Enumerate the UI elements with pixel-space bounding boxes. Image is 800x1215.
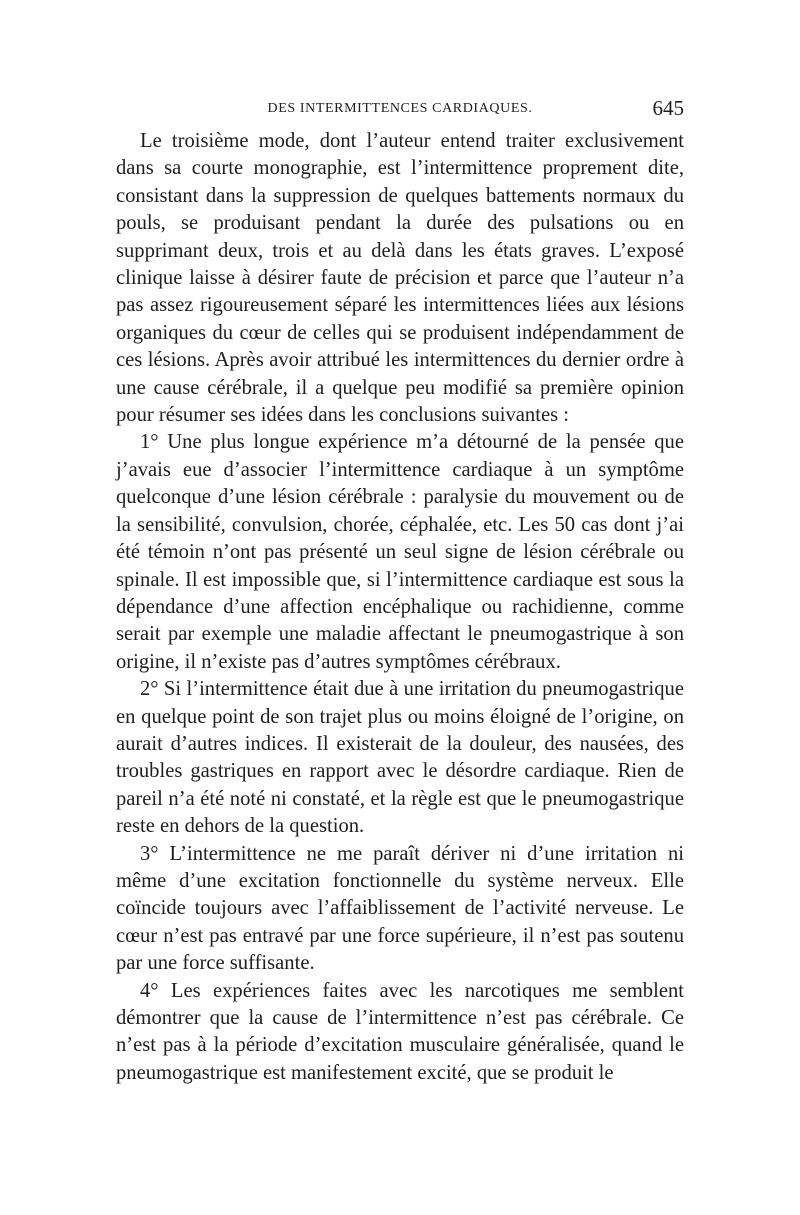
paragraph-conclusion-1: 1° Une plus longue expérience m’a détourné de la pensée que j’avais eue d’associer l’intermittence cardiaque à un symptôme quelconque d’une lésion cérébrale : paralysie du mouvement ou de la sensibilité, convulsion, chorée, céphalée, etc. Les 50 cas dont j’ai été témoin n’ont pas présenté un seul signe de lésion cérébrale ou spinale. Il est impossible que, si l’intermittence cardiaque est sous la dépendance d’une affection encéphalique ou rachidienne, comme serait par exemple une maladie affectant le pneumogastrique à son origine, il n’existe pas d’autres symptômes cérébraux. bbox=[116, 431, 684, 673]
paragraph-intro: Le troisième mode, dont l’auteur entend traiter exclusivement dans sa courte monographie, est l’intermittence proprement dite, consistant dans la suppression de quelques battements normaux du pouls, se produisant pendant la durée des pulsations ou en supprimant deux, trois et au delà dans les états graves. L’exposé clinique laisse à désirer faute de précision et parce que l’auteur n’a pas assez rigoureusement séparé les intermittences liées aux lésions organiques du cœur de celles qui se produisent indépendamment de ces lésions. Après avoir attribué les intermittences du dernier ordre à une cause cérébrale, il a quelque peu modifié sa première opinion pour résumer ses idées dans les conclusions suivantes : bbox=[116, 130, 684, 427]
page-number: 645 bbox=[652, 96, 684, 120]
paragraph-conclusion-3: 3° L’intermittence ne me paraît dériver ni d’une irritation ni même d’une excitation fonctionnelle du système nerveux. Elle coïncide toujours avec l’affaiblissement de l’activité nerveuse. Le cœur n’est pas entravé par une force supérieure, il n’est pas soutenu par une force suffisante. bbox=[116, 842, 684, 975]
running-title: DES INTERMITTENCES CARDIAQUES. bbox=[267, 101, 533, 116]
paragraph-conclusion-2: 2° Si l’intermittence était due à une irritation du pneumogastrique en quelque point de son trajet plus ou moins éloigné de l’origine, on aurait d’autres indices. Il existerait de la douleur, des nausées, des troubles gastriques en rapport avec le désordre cardiaque. Rien de pareil n’a été noté ni constaté, et la règle est que le pneumogastrique reste en dehors de la question. bbox=[116, 678, 684, 838]
body-text bbox=[116, 128, 684, 1087]
running-head bbox=[116, 96, 684, 120]
paragraph-conclusion-4: 4° Les expériences faites avec les narcotiques me semblent démontrer que la cause de l’intermittence n’est pas cérébrale. Ce n’est pas à la période d’excitation musculaire généralisée, quand le pneumogastrique est manifestement excité, que se produit le bbox=[116, 979, 684, 1084]
